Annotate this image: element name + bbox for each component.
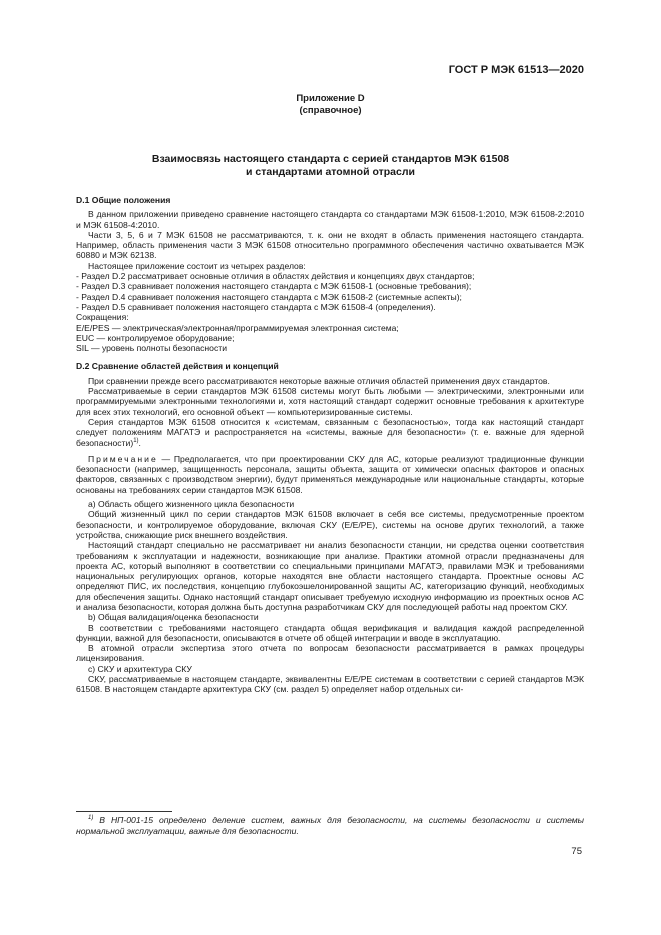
footnote [76, 815, 584, 837]
paragraph-end: . [138, 437, 141, 448]
annex-subtitle: (справочное) [299, 105, 362, 116]
section-heading-d2: D.2 Сравнение областей действия и концепций [76, 361, 279, 372]
paragraph: Настоящий стандарт специально не рассматривает ни анализ безопасности станции, ни средства оценки соответствия требованиям к эксплуатации и надежности, возникающие при анализе. Практики атомной отрасли предназначены для проекта АС, который выполняют в соответствии со специальными принципами МАГАТЭ, правилами МЭК и требованиями национальных регулирующих органов, которые находятся вне области настоящего стандарта. Проектные основы АС определяют ПИС, их последствия, концепцию глубокоэшелонированной защиты АС, категоризацию функций, необходимых для обеспечения защиты. Однако настоящий стандарт описывает требуемую исходную информацию из проектных основ АС и анализа безопасности, которая должна быть доступна разработчикам СКУ для последующей работы над проектом СКУ. [76, 540, 584, 612]
abbreviation-item: EUC — контролируемое оборудование; [76, 332, 235, 343]
paragraph [76, 417, 584, 448]
standard-header: ГОСТ Р МЭК 61513—2020 [448, 64, 584, 76]
paragraph: Рассматриваемые в серии стандартов МЭК 61508 системы могут быть любыми — электрическими, электронными или программируемыми электронными технологиями и, хотя настоящий стандарт содержит основные требования к архитектуре для всех этих технологий, его основной объект — компьютеризированные системы. [76, 386, 584, 417]
paragraph: Настоящее приложение состоит из четырех разделов: [88, 260, 306, 271]
paragraph: В атомной отрасли экспертиза этого отчета по вопросам безопасности рассматривается в рамках процедуры лицензирования. [76, 643, 584, 664]
main-title-line-2: и стандартами атомной отрасли [246, 166, 415, 178]
annex-heading [0, 93, 661, 117]
main-title [0, 153, 661, 179]
abbreviation-item: E/E/PES — электрическая/электронная/программируемая электронная система; [76, 322, 399, 333]
paragraph: СКУ, рассматриваемые в настоящем стандарте, эквивалентны E/E/PE системам в соответствии с серией стандартов МЭК 61508. В настоящем стандарте архитектура СКУ (см. раздел 5) определяет набор отдельных си- [76, 674, 584, 695]
subsection-title: b) Общая валидация/оценка безопасности [88, 612, 259, 623]
list-item: - Раздел D.3 сравнивает положения настоящего стандарта с МЭК 61508-1 (основные требования); [76, 281, 472, 292]
annex-title: Приложение D [296, 93, 365, 104]
subsection-title: с) СКУ и архитектура СКУ [88, 663, 192, 674]
page-number: 75 [571, 846, 582, 857]
note [76, 454, 584, 495]
list-item: - Раздел D.5 сравнивает положения настоящего стандарта с МЭК 61508-4 (определения). [76, 301, 436, 312]
paragraph: Общий жизненный цикл по серии стандартов МЭК 61508 включает в себя все системы, предусмотренные проектом безопасности, и контролируемое оборудование, включая СКУ (E/E/PE), системы на основе других технологий, а также устройства, снижающие риск внешнего воздействия. [76, 509, 584, 540]
paragraph: В соответствии с требованиями настоящего стандарта общая верификация и валидация каждой распределенной функции, важной для безопасности, описываются в отчете об общей интеграции и вводе в эксплуатацию. [76, 622, 584, 643]
footnote-text: В НП-001-15 определено деление систем, важных для безопасности, на системы безопасности и системы нормальной эксплуатации, важные для безопасности. [76, 815, 584, 836]
list-item: - Раздел D.4 сравнивает положения настоящего стандарта с МЭК 61508-2 (системные аспекты); [76, 291, 462, 302]
footnote-mark: 1) [88, 815, 94, 822]
paragraph: При сравнении прежде всего рассматриваются некоторые важные отличия областей применения двух стандартов. [88, 375, 550, 386]
subsection-title: а) Область общего жизненного цикла безопасности [88, 499, 295, 510]
list-item: - Раздел D.2 рассматривает основные отличия в областях действия и концепциях двух стандартов; [76, 271, 475, 282]
paragraph-text: Серия стандартов МЭК 61508 относится к «системам, связанным с безопасностью», тогда как настоящий стандарт следует положениям МАГАТЭ и распространяется на «системы, важные для безопасности» (т. е. важные для ядерной безопасности) [76, 416, 584, 448]
note-label: Примечание [88, 453, 158, 464]
paragraph: Части 3, 5, 6 и 7 МЭК 61508 не рассматриваются, т. к. они не входят в область применения настоящего стандарта. Например, область применения части 3 МЭК 61508 относительно программного обеспечения частично охватывается МЭК 60880 и МЭК 62138. [76, 229, 584, 261]
abbreviation-item: SIL — уровень полноты безопасности [76, 343, 227, 354]
section-heading-d1: D.1 Общие положения [76, 195, 171, 205]
note-text: — Предполагается, что при проектировании СКУ для АС, которые реализуют традиционные функции безопасности (например, защищенность персонала, защиты объекта, защита от химически опасных факторов и опасных факторов, связанных с производством энергии), будут применяться международные или национальные стандарты, которые основаны на требованиях серии стандартов МЭК 61508. [76, 453, 584, 495]
footnote-divider [76, 811, 172, 812]
main-title-line-1: Взаимосвязь настоящего стандарта с серией стандартов МЭК 61508 [151, 153, 510, 165]
page-content [76, 195, 584, 695]
footnote-reference: 1) [133, 437, 139, 444]
abbreviations-title: Сокращения: [76, 312, 129, 323]
paragraph: В данном приложении приведено сравнение настоящего стандарта со стандартами МЭК 61508-1:2010, МЭК 61508-2:2010 и МЭК 61508-4:2010. [76, 209, 584, 230]
